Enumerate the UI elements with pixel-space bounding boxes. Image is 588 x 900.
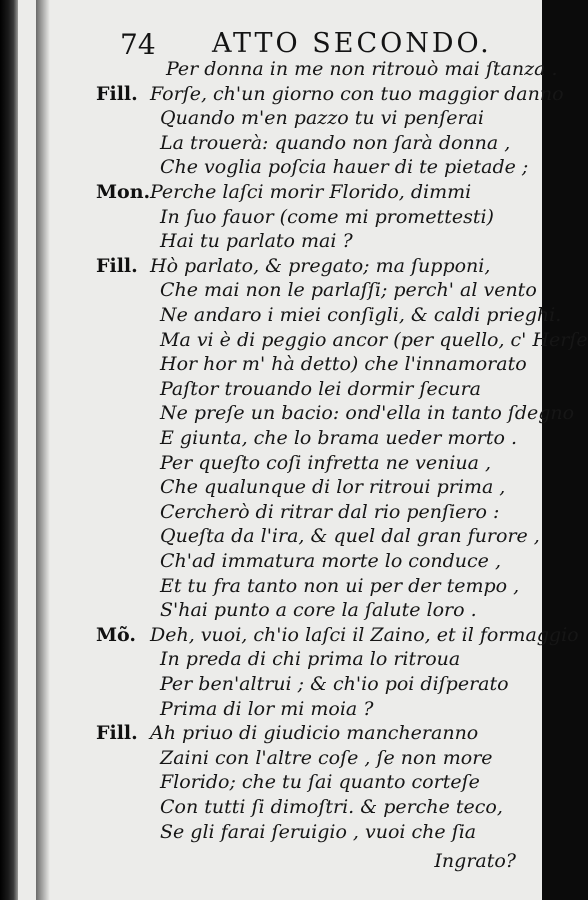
verse-line: Queſta da l'ira, & quel dal gran furore , [160, 525, 540, 548]
speaker-label: Fill. [96, 254, 138, 277]
verse-line: E giunta, che lo brama ueder morto . [160, 427, 518, 449]
verse-line: La trouerà: quando non ſarà donna , [160, 131, 511, 154]
verse-line: Zaini con l'altre coſe , ſe non more [160, 746, 493, 769]
verse-line: Prima di lor mi moia ? [160, 697, 374, 720]
verse-line: Che qualunque di lor ritroui prima , [160, 476, 506, 499]
verse-line: Quando m'en pazzo tu vi penſerai [160, 107, 484, 130]
speaker-label: Fill. [96, 722, 138, 745]
verse-line: Cercherò di ritrar dal rio penſiero : [160, 500, 500, 523]
verse-line: Hor hor m' hà detto) che l'innamorato [160, 353, 527, 376]
book-page [18, 0, 588, 900]
verse-line: Florido; che tu ſai quanto corteſe [160, 771, 480, 794]
verse-line: Se gli farai ſeruigio , vuoi che ſia [160, 820, 477, 843]
verse-line: Ne preſe un bacio: ond'ella in tanto ſdegno [160, 402, 575, 425]
verse-line: Hò parlato, & pregato; ma ſupponi, [150, 254, 491, 277]
speaker-label: Fill. [96, 82, 138, 105]
gutter-shadow [36, 0, 50, 900]
verse-line: Che mai non le parlaſſi; perch' al vento [160, 279, 537, 302]
verse-line: Forſe, ch'un giorno con tuo maggior danno [150, 82, 564, 105]
verse-line: Ne andaro i miei conſigli, & caldi prieghi. [160, 304, 562, 326]
verse-line: In preda di chi prima lo ritroua [160, 648, 461, 671]
verse-line: Che voglia poſcia hauer di te pietade ; [160, 156, 529, 179]
page-number: 74 [120, 28, 156, 61]
verse-line: Con tutti ſi dimoſtri. & perche teco, [160, 796, 503, 818]
verse-line: Ah priuo di giudicio mancheranno [150, 722, 479, 745]
speaker-label: Mõ. [96, 623, 136, 646]
verse-line: Deh, vuoi, ch'io laſci il Zaino, et il formaggio [150, 623, 579, 646]
verse-line: In ſuo fauor (come mi promettesti) [160, 205, 494, 228]
verse-line: Hai tu parlato mai ? [160, 230, 353, 253]
catchword: Ingrato? [434, 850, 516, 872]
verse-line: Per queſto coſi infretta ne veniua , [160, 451, 492, 474]
verse-line: Ch'ad immatura morte lo conduce , [160, 550, 501, 572]
book-binding-edge [0, 0, 18, 900]
verse-line: Ma vi è di peggio ancor (per quello, c' Herſe [160, 328, 588, 351]
verse-line: Per ben'altrui ; & ch'io poi diſperato [160, 673, 509, 695]
verse-line: S'hai punto a core la ſalute loro . [160, 599, 477, 622]
speaker-label: Mon. [96, 181, 151, 203]
verse-line: Paſtor trouando lei dormir ſecura [160, 377, 481, 400]
verse-line: Perche laſci morir Florido, dimmi [150, 181, 472, 203]
verse-line: Per donna in me non ritrouò mai ſtanza . [166, 58, 558, 80]
verse-line: Et tu fra tanto non ui per der tempo , [160, 574, 520, 597]
running-head: ATTO SECONDO. [212, 28, 492, 59]
